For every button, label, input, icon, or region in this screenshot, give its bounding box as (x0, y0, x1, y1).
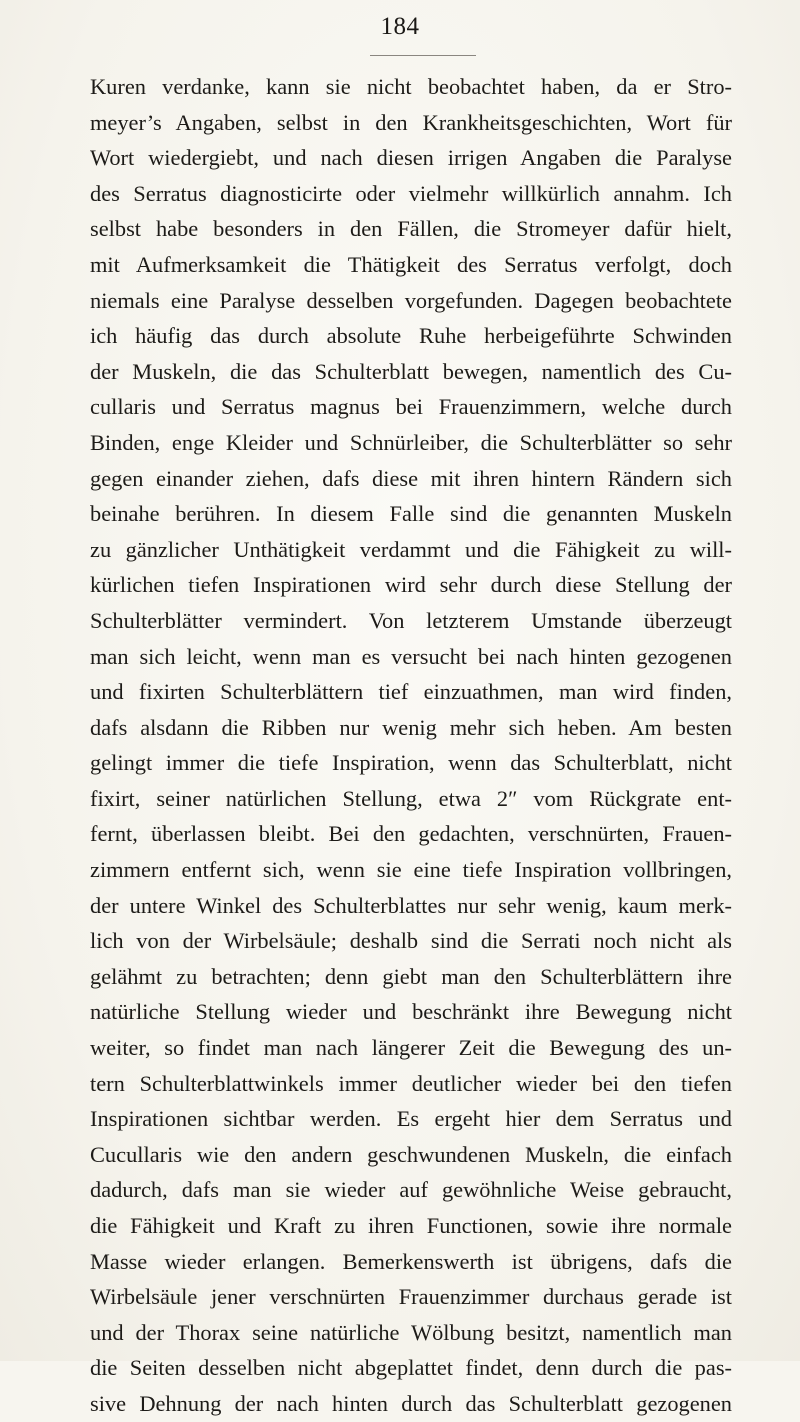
header-rule (370, 55, 476, 56)
text-line: cullaris und Serratus magnus bei Frauenzimmern, welche durch (90, 394, 732, 420)
text-line: gelähmt zu betrachten; denn giebt man den Schulterblättern ihre (90, 963, 732, 989)
text-line: meyer’s Angaben, selbst in den Krankheitsgeschichten, Wort für (90, 109, 732, 135)
text-line: Binden, enge Kleider und Schnürleiber, die Schulterblätter so sehr (90, 429, 732, 455)
text-line: ich häufig das durch absolute Ruhe herbeigeführte Schwinden (90, 323, 732, 349)
text-line: die Fähigkeit und Kraft zu ihren Functionen, sowie ihre normale (90, 1213, 732, 1238)
text-line: fernt, überlassen bleibt. Bei den gedachten, verschnürten, Frauen- (90, 821, 732, 847)
text-line: gelingt immer die tiefe Inspiration, wenn das Schulterblatt, nicht (90, 750, 732, 776)
text-line: dadurch, dafs man sie wieder auf gewöhnliche Weise gebraucht, (90, 1177, 732, 1203)
text-line: und fixirten Schulterblättern tief einzuathmen, man wird finden, (90, 679, 732, 705)
text-line: und der Thorax seine natürliche Wölbung besitzt, namentlich man (90, 1319, 732, 1345)
text-line: weiter, so findet man nach längerer Zeit die Bewegung des un- (90, 1035, 732, 1061)
text-line: dafs alsdann die Ribben nur wenig mehr sich heben. Am besten (90, 714, 732, 740)
text-line: Wirbelsäule jener verschnürten Frauenzimmer durchaus gerade ist (90, 1284, 732, 1310)
text-line: Masse wieder erlangen. Bemerkenswerth ist übrigens, dafs die (90, 1248, 732, 1274)
text-line: niemals eine Paralyse desselben vorgefunden. Dagegen beobachtete (90, 287, 732, 313)
text-line: lich von der Wirbelsäule; deshalb sind die Serrati noch nicht als (90, 928, 732, 954)
text-line: zimmern entfernt sich, wenn sie eine tiefe Inspiration vollbringen, (90, 857, 732, 883)
text-line: zu gänzlicher Unthätigkeit verdammt und die Fähigkeit zu will- (90, 536, 732, 562)
text-line: kürlichen tiefen Inspirationen wird sehr durch diese Stellung der (90, 572, 732, 598)
text-line: tern Schulterblattwinkels immer deutlicher wieder bei den tiefen (90, 1070, 732, 1096)
text-line: man sich leicht, wenn man es versucht bei nach hinten gezogenen (90, 643, 732, 669)
text-line: sive Dehnung der nach hinten durch das Schulterblatt gezogenen (90, 1390, 732, 1416)
text-line: mit Aufmerksamkeit die Thätigkeit des Serratus verfolgt, doch (90, 251, 732, 277)
text-line: natürliche Stellung wieder und beschränkt ihre Bewegung nicht (90, 999, 732, 1025)
text-line: des Serratus diagnosticirte oder vielmehr willkürlich annahm. Ich (90, 180, 732, 206)
text-line: Wort wiedergiebt, und nach diesen irrigen Angaben die Paralyse (90, 145, 732, 171)
text-line: Inspirationen sichtbar werden. Es ergeht hier dem Serratus und (90, 1106, 732, 1132)
text-line: Cucullaris wie den andern geschwundenen Muskeln, die einfach (90, 1141, 732, 1167)
page-number: 184 (380, 13, 420, 40)
text-line: Schulterblätter vermindert. Von letzterem Umstande überzeugt (90, 607, 732, 633)
text-line: der Muskeln, die das Schulterblatt bewegen, namentlich des Cu- (90, 358, 732, 384)
text-line: fixirt, seiner natürlichen Stellung, etwa 2″ vom Rückgrate ent- (90, 785, 732, 811)
text-line: Kuren verdanke, kann sie nicht beobachtet haben, da er Stro- (90, 74, 732, 99)
text-line: der untere Winkel des Schulterblattes nur sehr wenig, kaum merk- (90, 892, 732, 918)
text-line: beinahe berühren. In diesem Falle sind die genannten Muskeln (90, 501, 732, 527)
text-line: die Seiten desselben nicht abgeplattet findet, denn durch die pas- (90, 1355, 732, 1381)
text-line: gegen einander ziehen, dafs diese mit ihren hintern Rändern sich (90, 465, 732, 491)
text-line: selbst habe besonders in den Fällen, die Stromeyer dafür hielt, (90, 216, 732, 242)
body-text (90, 69, 732, 1422)
